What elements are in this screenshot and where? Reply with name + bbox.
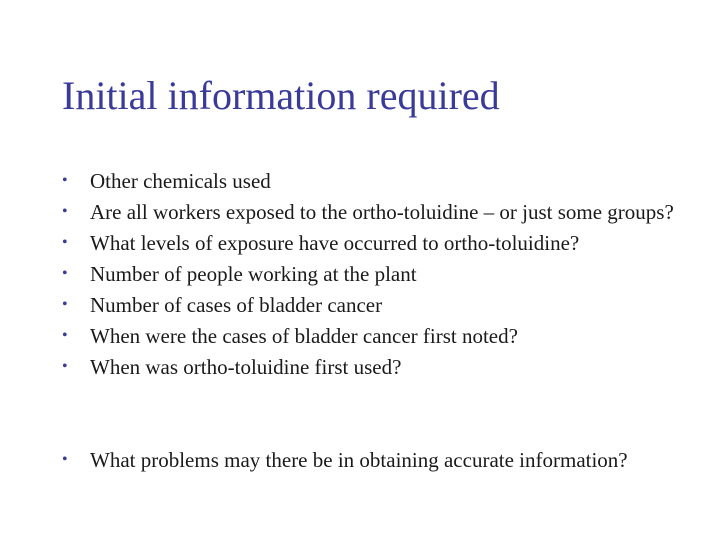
list-item-text: What levels of exposure have occurred to ortho-toluidine? [90, 231, 580, 255]
list-item [60, 199, 680, 225]
list-item [60, 354, 680, 380]
list-item [60, 261, 680, 287]
bullet-icon: • [62, 172, 68, 189]
list-item-text: When was ortho-toluidine first used? [90, 355, 402, 379]
bullet-icon: • [62, 203, 68, 220]
list-item-text: Are all workers exposed to the ortho-toluidine – or just some groups? [90, 200, 674, 224]
bullet-icon: • [62, 265, 68, 282]
list-item [60, 168, 680, 194]
list-item-text: Other chemicals used [90, 169, 271, 193]
bullet-list-problems [60, 447, 680, 478]
slide-title: Initial information required [62, 73, 500, 118]
list-item [60, 230, 680, 256]
bullet-icon: • [62, 451, 68, 468]
list-item-text: Number of people working at the plant [90, 262, 417, 286]
list-item [60, 447, 680, 473]
bullet-icon: • [62, 327, 68, 344]
list-item [60, 323, 680, 349]
bullet-icon: • [62, 296, 68, 313]
bullet-list-questions [60, 168, 680, 385]
list-item [60, 292, 680, 318]
list-item-text: When were the cases of bladder cancer first noted? [90, 324, 518, 348]
list-item-text: What problems may there be in obtaining accurate information? [90, 448, 628, 472]
list-item-text: Number of cases of bladder cancer [90, 293, 383, 317]
bullet-icon: • [62, 234, 68, 251]
bullet-icon: • [62, 358, 68, 375]
